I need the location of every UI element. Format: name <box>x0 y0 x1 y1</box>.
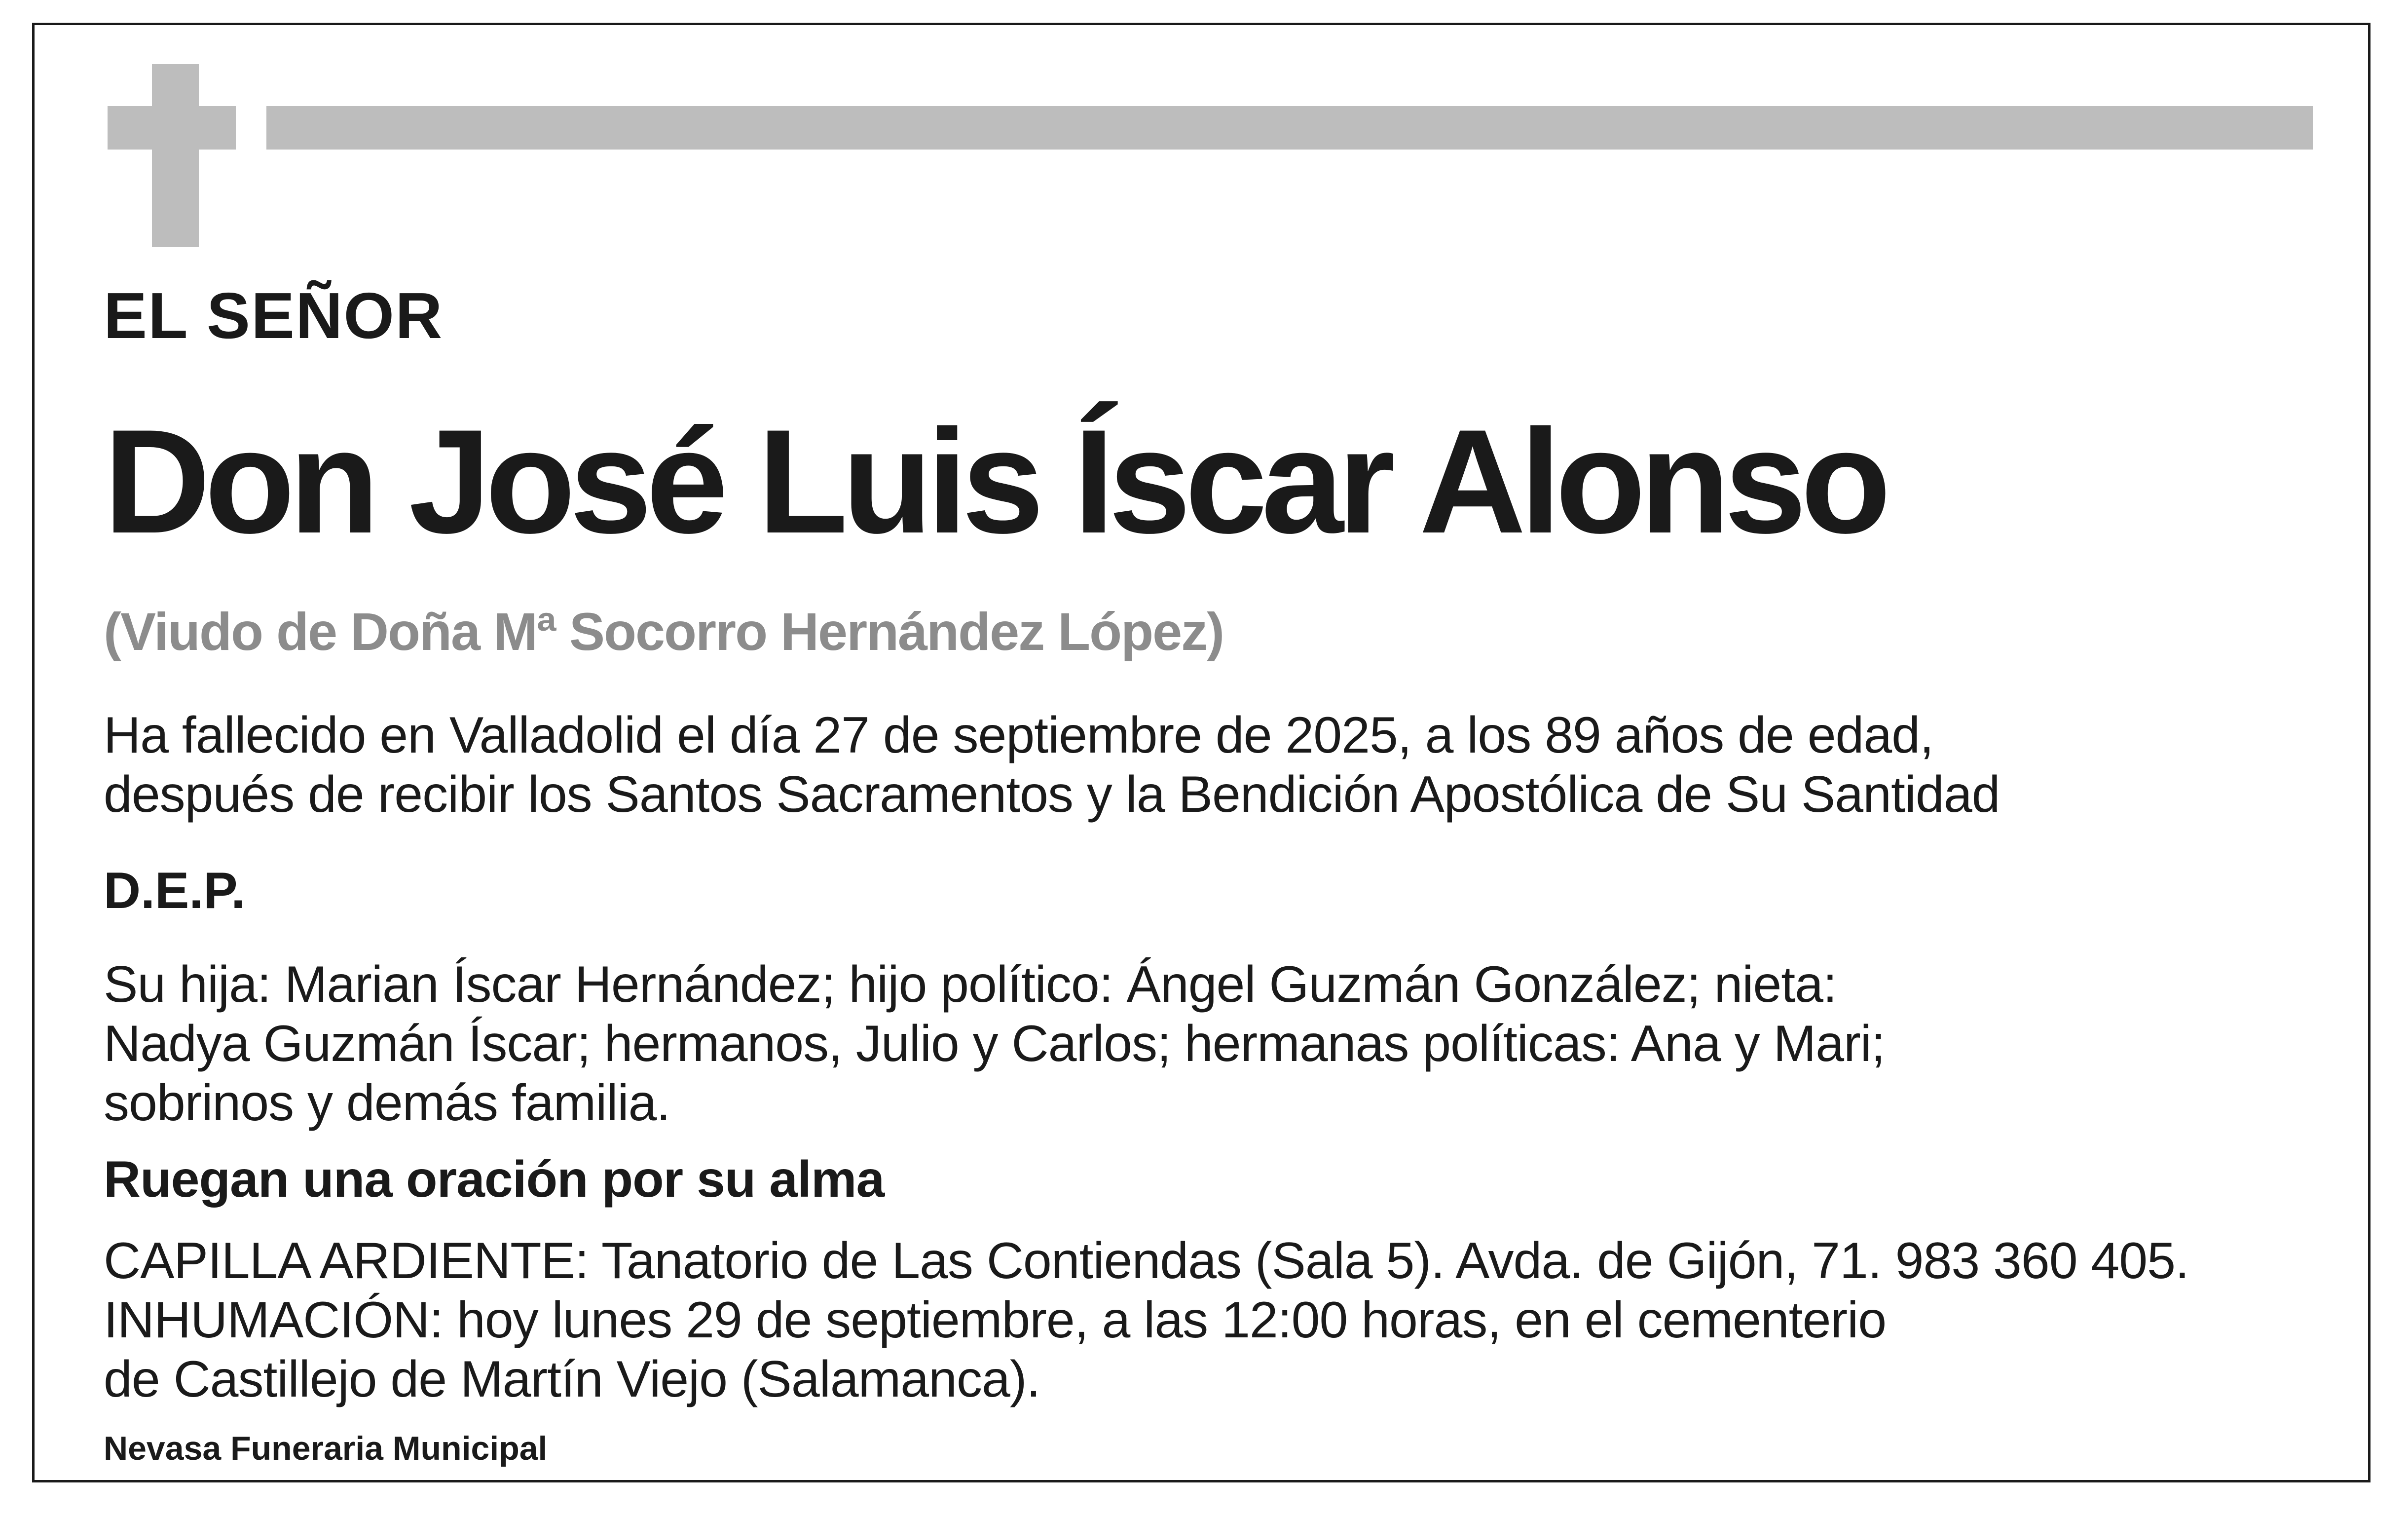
family-line: sobrinos y demás familia. <box>104 1074 670 1132</box>
cross-horizontal-bar <box>108 106 236 150</box>
widow-note: (Viudo de Doña Mª Socorro Hernández López) <box>104 602 1224 661</box>
service-line: INHUMACIÓN: hoy lunes 29 de septiembre, a las 12:00 horas, en el cementerio <box>104 1291 1887 1349</box>
death-line: después de recibir los Santos Sacramentos y la Bendición Apostólica de Su Santidad <box>104 766 2000 823</box>
family-line: Su hija: Marian Íscar Hernández; hijo político: Ángel Guzmán González; nieta: <box>104 956 1837 1013</box>
funeral-home-name: Nevasa Funeraria Municipal <box>104 1430 548 1467</box>
prayer-request: Ruegan una oración por su alma <box>104 1151 885 1208</box>
death-line: Ha fallecido en Valladolid el día 27 de septiembre de 2025, a los 89 años de edad, <box>104 707 1933 764</box>
cross-vertical-bar <box>152 64 199 247</box>
title-prefix: EL SEÑOR <box>104 279 444 352</box>
deceased-name: Don José Luis Íscar Alonso <box>104 398 1886 564</box>
service-line: CAPILLA ARDIENTE: Tanatorio de Las Contiendas (Sala 5). Avda. de Gijón, 71. 983 360 405. <box>104 1232 2189 1289</box>
family-line: Nadya Guzmán Íscar; hermanos, Julio y Carlos; hermanas políticas: Ana y Mari; <box>104 1015 1885 1072</box>
dep-label: D.E.P. <box>104 862 246 919</box>
service-line: de Castillejo de Martín Viejo (Salamanca). <box>104 1351 1040 1408</box>
header-divider-bar <box>266 106 2313 150</box>
